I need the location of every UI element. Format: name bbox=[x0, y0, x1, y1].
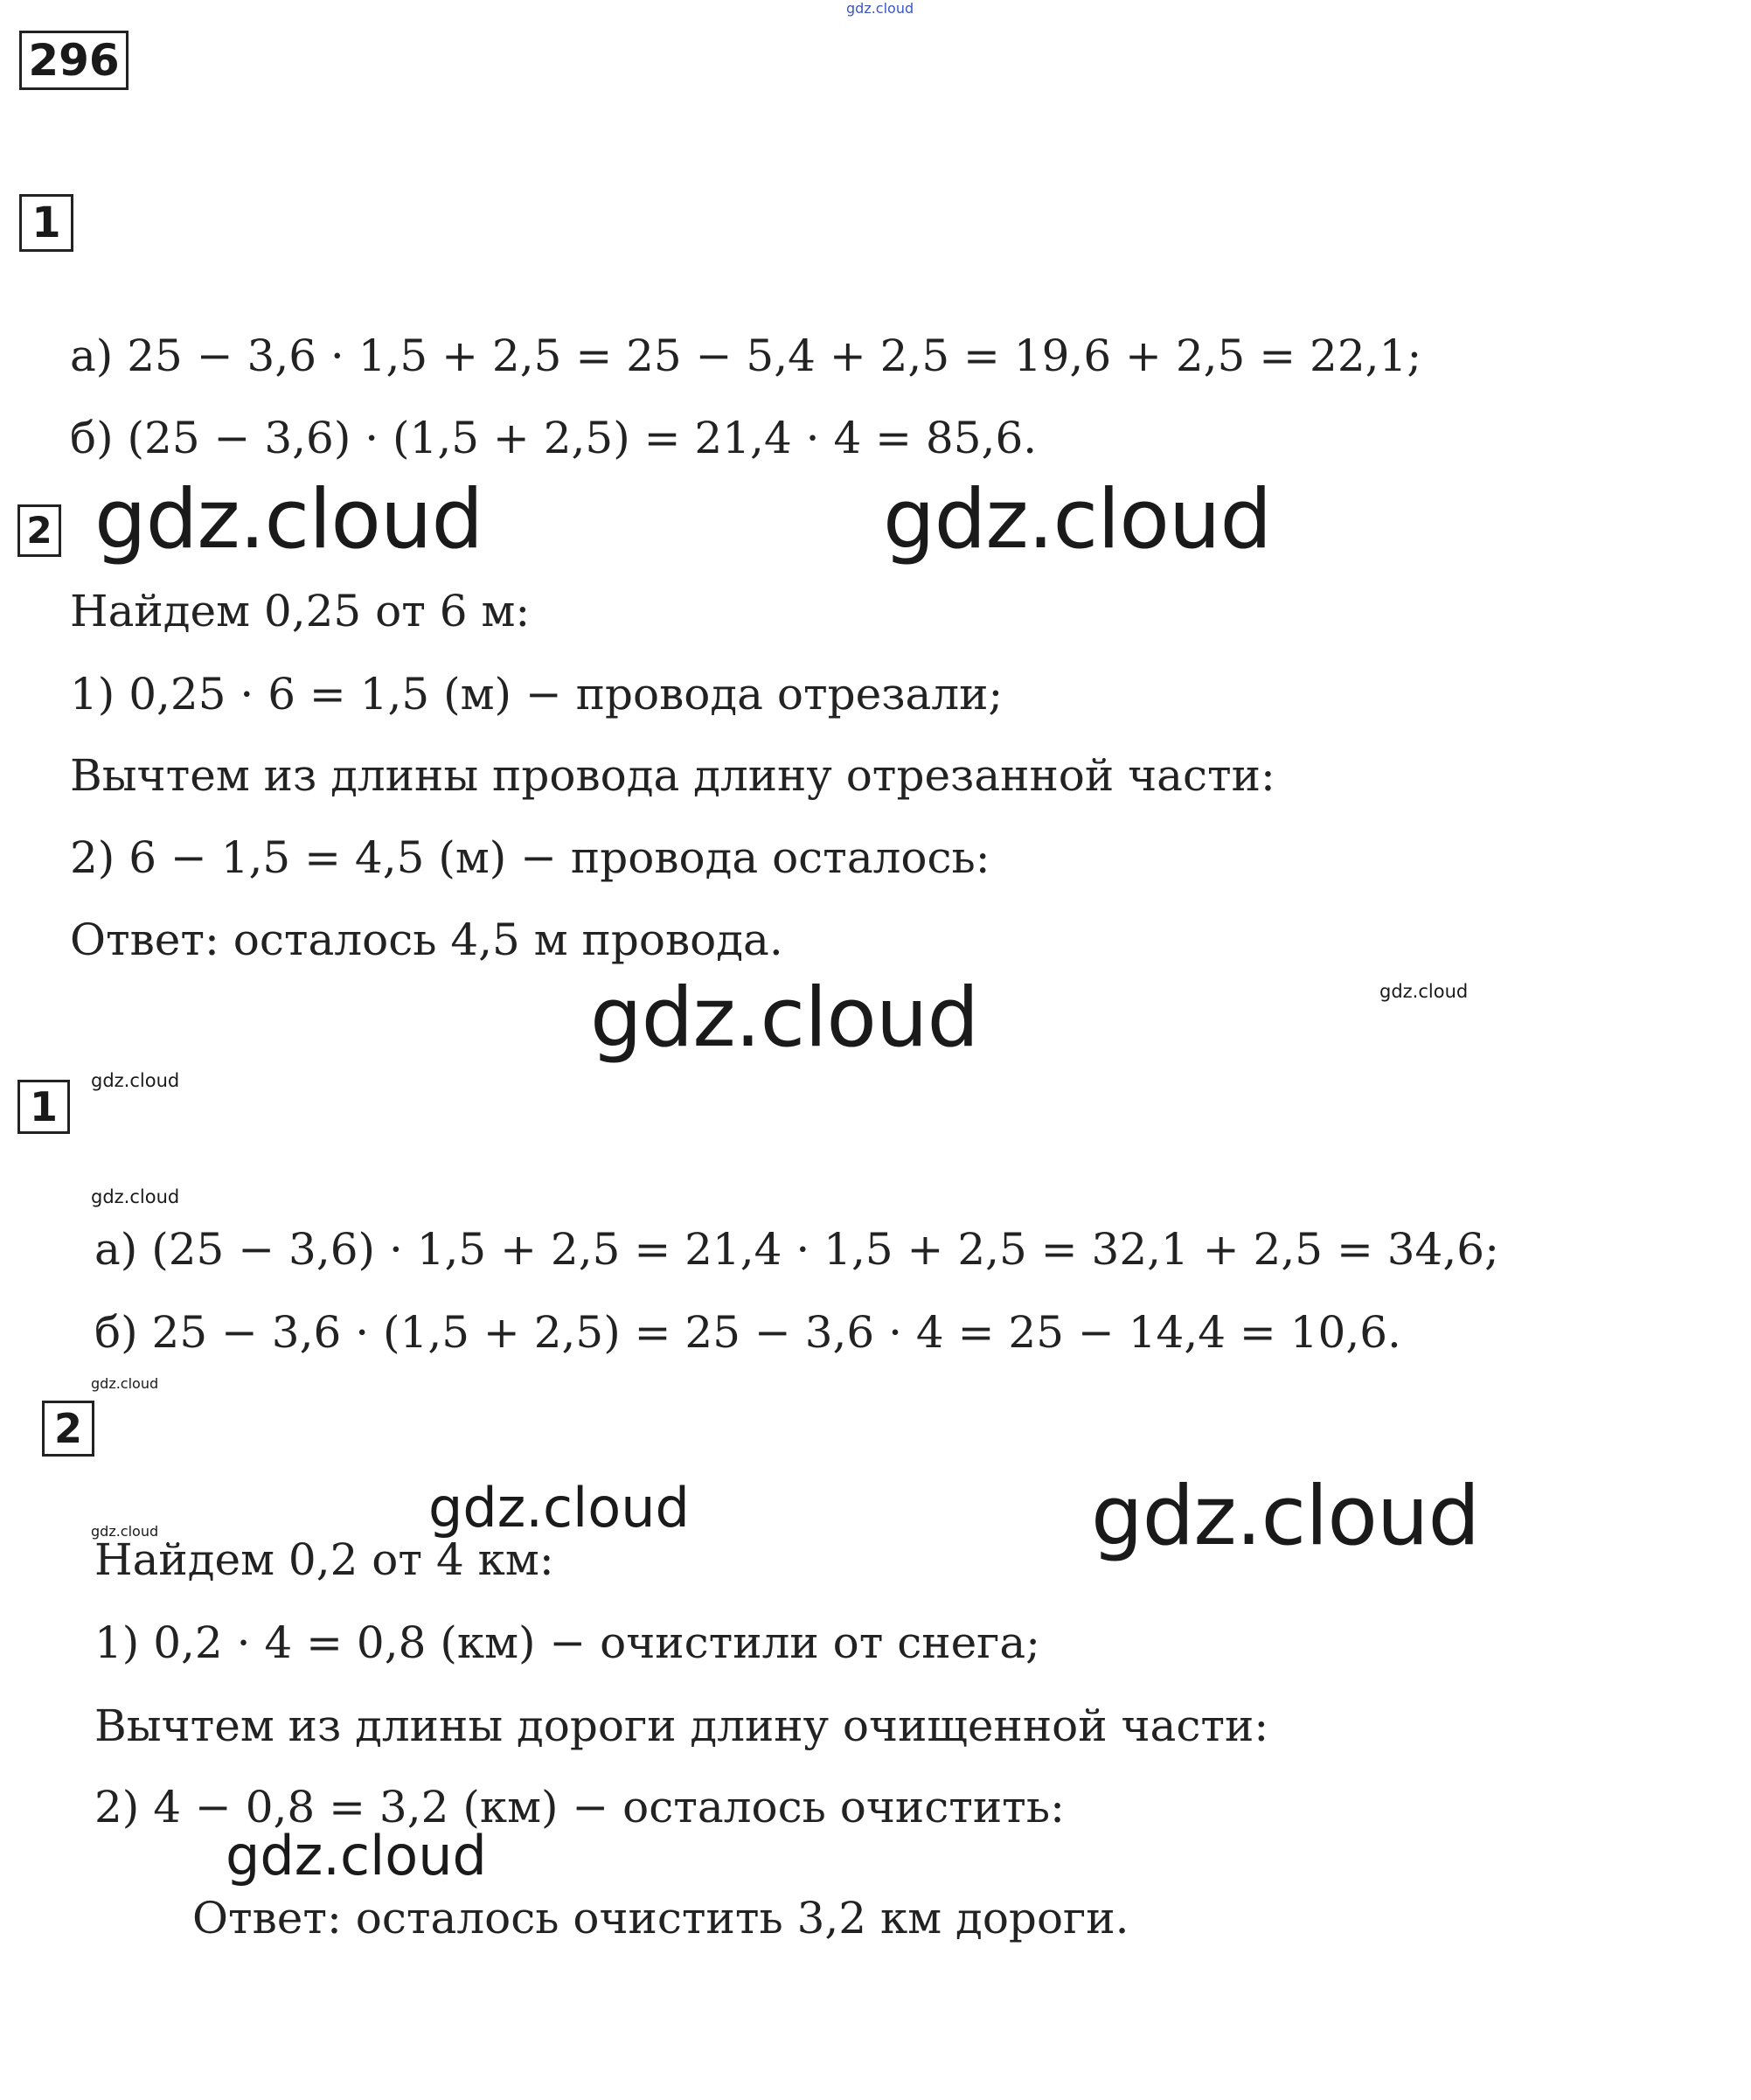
v2-part2-label: 2 bbox=[42, 1401, 94, 1457]
watermark: gdz.cloud bbox=[91, 1070, 180, 1091]
watermark: gdz.cloud bbox=[91, 1186, 180, 1207]
v2-part2-line-4: 2) 4 − 0,8 = 3,2 (км) − осталось очистить: bbox=[94, 1782, 1065, 1832]
watermark: gdz.cloud bbox=[590, 970, 979, 1066]
v2-part1-line-b: б) 25 − 3,6 · (1,5 + 2,5) = 25 − 3,6 · 4 = 25 − 14,4 = 10,6. bbox=[94, 1307, 1401, 1358]
v2-part2-answer: Ответ: осталось очистить 3,2 км дороги. bbox=[192, 1893, 1129, 1944]
v1-part2-label: 2 bbox=[17, 504, 61, 557]
v1-part1-line-b: б) (25 − 3,6) · (1,5 + 2,5) = 21,4 · 4 = 85,6. bbox=[70, 413, 1038, 463]
watermark: gdz.cloud bbox=[226, 1824, 487, 1888]
v1-part2-line-4: 2) 6 − 1,5 = 4,5 (м) − провода осталось: bbox=[70, 832, 990, 883]
v1-part1-line-a: а) 25 − 3,6 · 1,5 + 2,5 = 25 − 5,4 + 2,5 = 19,6 + 2,5 = 22,1; bbox=[70, 330, 1422, 381]
watermark: gdz.cloud bbox=[91, 1375, 159, 1392]
watermark: gdz.cloud bbox=[1091, 1469, 1480, 1564]
v1-part2-line-3: Вычтем из длины провода длину отрезанной части: bbox=[70, 750, 1275, 801]
watermark: gdz.cloud bbox=[883, 472, 1272, 567]
watermark-top: gdz.cloud bbox=[846, 0, 914, 17]
v1-part2-line-1: Найдем 0,25 от 6 м: bbox=[70, 586, 531, 636]
v1-part2-line-2: 1) 0,25 · 6 = 1,5 (м) − провода отрезали; bbox=[70, 669, 1004, 720]
problem-number: 296 bbox=[19, 31, 129, 90]
v1-part1-label: 1 bbox=[19, 194, 73, 252]
watermark: gdz.cloud bbox=[428, 1476, 690, 1540]
v1-part2-answer: Ответ: осталось 4,5 м провода. bbox=[70, 914, 783, 965]
v2-part2-line-3: Вычтем из длины дороги длину очищенной части: bbox=[94, 1700, 1269, 1751]
watermark: gdz.cloud bbox=[91, 1523, 159, 1540]
watermark: gdz.cloud bbox=[94, 472, 483, 567]
v2-part2-line-2: 1) 0,2 · 4 = 0,8 (км) − очистили от снега; bbox=[94, 1617, 1041, 1668]
v2-part2-line-1: Найдем 0,2 от 4 км: bbox=[94, 1534, 554, 1585]
v2-part1-label: 1 bbox=[17, 1080, 70, 1134]
v2-part1-line-a: а) (25 − 3,6) · 1,5 + 2,5 = 21,4 · 1,5 + 2,5 = 32,1 + 2,5 = 34,6; bbox=[94, 1224, 1499, 1275]
watermark: gdz.cloud bbox=[1379, 981, 1469, 1002]
